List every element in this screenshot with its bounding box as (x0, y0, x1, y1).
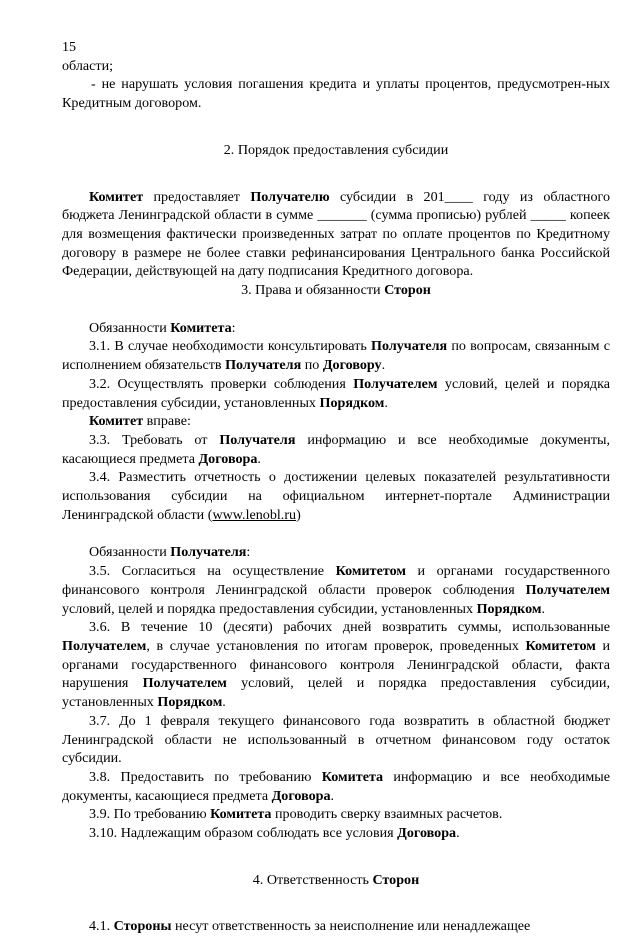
recipient-duties-label: Обязанности Получателя: (89, 544, 251, 561)
document-page (62, 38, 610, 936)
section-2-paragraph: Комитет предоставляет Получателю субсидии в 201____ году из областного бюджета Ленинградской области в сумме _______ (сумма прописью) рублей _____ копеек для возмещения фактически произведенных затрат по оплате процентов по Кредитному договору в размере не более ставки рефинансирования Центрального банка Российской Федерации, действующей на дату подписания Кредитного договора. (62, 188, 610, 280)
lenobl-link[interactable]: www.lenobl.ru (212, 506, 297, 523)
clause-3-8: 3.8. Предоставить по требованию Комитета информацию и все необходимые документы, касающиеся предмета Договора. (62, 768, 610, 804)
clause-3-7: 3.7. До 1 февраля текущего финансового года возвратить в областной бюджет Ленинградской области не использованный в отчетном финансовом году остаток субсидии. (62, 712, 610, 767)
page-number: 15 (62, 39, 77, 55)
clause-3-4: 3.4. Разместить отчетность о достижении целевых показателей результативности использования субсидии на официальном интернет-портале Администрации Ленинградской области (www.lenobl.ru) (62, 469, 610, 523)
clause-3-5: 3.5. Согласиться на осуществление Комитетом и органами государственного финансового контроля Ленинградской области проверок соблюдения Получателем условий, целей и порядка предоставления субсидии, установленных Порядком. (62, 563, 610, 617)
clause-3-6: 3.6. В течение 10 (десяти) рабочих дней возвратить суммы, использованные Получателем, в случае установления по итогам проверок, проведенных Комитетом и органами государственного финансового контроля Ленинградской области, факта нарушения Получателем условий, целей и порядка предоставления субсидии, установленных Порядком. (62, 619, 611, 711)
section-3-heading: 3. Права и обязанности Сторон (241, 282, 431, 299)
committee-duties-label: Обязанности Комитета: (89, 319, 236, 336)
section-2-heading: 2. Порядок предоставления субсидии (223, 141, 449, 158)
clause-3-2: 3.2. Осуществлять проверки соблюдения Получателем условий, целей и порядка предоставления субсидии, установленных Порядком. (62, 375, 610, 411)
clause-3-1: 3.1. В случае необходимости консультировать Получателя по вопросам, связанным с исполнением обязательств Получателя по Договору. (62, 338, 610, 374)
section-4-heading: 4. Ответственность Сторон (252, 871, 420, 888)
intro-bullet: - не нарушать условия погашения кредита и уплаты процентов, предусмотрен-ных Кредитным договором. (62, 76, 610, 112)
committee-rights-label: Комитет вправе: (89, 413, 191, 430)
clause-3-10: 3.10. Надлежащим образом соблюдать все условия Договора. (89, 825, 460, 842)
clause-4-1: 4.1. Стороны несут ответственность за неисполнение или ненадлежащее (89, 918, 531, 935)
clause-3-3: 3.3. Требовать от Получателя информацию и все необходимые документы, касающиеся предмета Договора. (62, 431, 610, 467)
clause-3-9: 3.9. По требованию Комитета проводить сверку взаимных расчетов. (89, 806, 503, 823)
intro-line: области; (62, 57, 114, 74)
